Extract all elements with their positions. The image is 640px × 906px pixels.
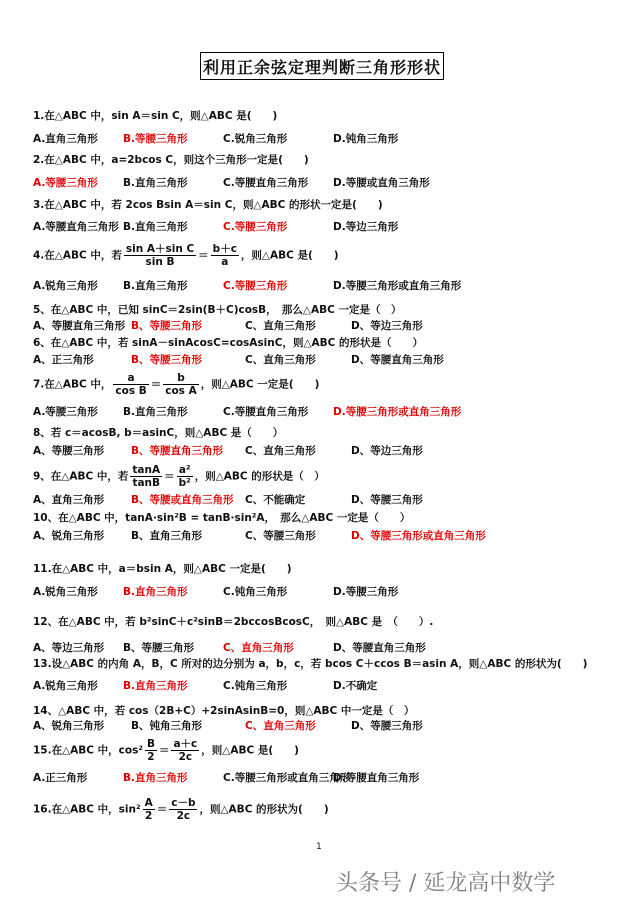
option-row — [33, 584, 593, 598]
fraction-denominator: cos A — [165, 385, 197, 398]
fraction — [143, 797, 155, 822]
option-row — [33, 175, 593, 189]
question-text: 4.在△ABC 中，若 — [33, 249, 122, 262]
option: D、等腰直角三角形 — [333, 642, 426, 654]
option: D、等腰三角形 — [351, 720, 423, 732]
option: B.直角三角形 — [123, 280, 188, 292]
fraction — [145, 738, 157, 763]
fraction-denominator: 2c — [176, 810, 191, 823]
option: C.钝角三角形 — [223, 680, 288, 692]
option: D、等边三角形 — [351, 320, 423, 332]
question-text: 7.在△ABC 中， — [33, 378, 112, 391]
fraction — [171, 738, 199, 763]
question-text: 8、若 c＝acosB, b＝asinC，则△ABC 是（ ） — [33, 427, 284, 439]
equals-sign: ＝ — [156, 803, 168, 816]
option: B.直角三角形 — [123, 177, 188, 189]
question-stem — [33, 703, 414, 718]
option-row — [33, 718, 593, 732]
option: A、等腰三角形 — [33, 445, 105, 457]
question-stem — [33, 738, 299, 763]
question-text: ，则△ABC 是( ) — [201, 744, 299, 757]
answer-option: B.直角三角形 — [123, 586, 188, 598]
answer-option: C.等腰三角形 — [223, 221, 288, 233]
question-stem — [33, 152, 309, 167]
question-text: 3.在△ABC 中，若 2cos Bsin A＝sin C，则△ABC 的形状一定是( ) — [33, 199, 383, 211]
option: D、等腰直角三角形 — [351, 354, 444, 366]
fraction-denominator: a — [221, 256, 229, 269]
question-text: 6、在△ABC 中，若 sinA－sinAcosC=cosAsinC，则△ABC 的形状是（ ） — [33, 337, 424, 349]
page-title: 利用正余弦定理判断三角形形状 — [200, 52, 444, 80]
fraction-numerator: A — [144, 797, 153, 809]
question-text: ，则△ABC 一定是( ) — [200, 378, 320, 391]
question-stem — [33, 243, 339, 268]
fraction-numerator: b＋c — [212, 243, 237, 255]
answer-option: B、等腰三角形 — [131, 354, 203, 366]
question-text: ，则△ABC 的形状为( ) — [199, 803, 329, 816]
fraction — [169, 797, 197, 822]
option: B.直角三角形 — [123, 221, 188, 233]
fraction-numerator: a² — [177, 464, 193, 477]
question-stem — [33, 372, 319, 397]
fraction — [211, 243, 239, 268]
option: A、等腰直角三角形 — [33, 320, 126, 332]
option: C、直角三角形 — [245, 320, 316, 332]
question-text: 12、在△ABC 中，若 b²sinC＋c²sinB＝2bccosBcosC， 则△ABC 是 （ ）. — [33, 616, 434, 628]
question-text: 10、在△ABC 中，tanA·sin²B = tanB·sin²A， 那么△ABC 一定是（ ） — [33, 512, 411, 524]
question-stem — [33, 510, 410, 525]
answer-option: D、等腰三角形或直角三角形 — [351, 530, 486, 542]
question-stem — [33, 614, 433, 629]
fraction-denominator: b² — [178, 477, 191, 490]
answer-option: B、等腰或直角三角形 — [131, 494, 234, 506]
option: C.等腰三角形或直角三角形 — [223, 772, 351, 784]
question-stem — [33, 425, 283, 440]
question-stem — [33, 302, 402, 317]
question-stem — [33, 335, 423, 350]
fraction-denominator: tanB — [132, 477, 161, 490]
fraction — [124, 243, 196, 268]
equals-sign: ＝ — [158, 744, 170, 757]
option-row — [33, 131, 593, 145]
question-text: 5、在△ABC 中，已知 sinC＝2sin(B＋C)cosB， 那么△ABC 一定是（ ） — [33, 304, 402, 316]
equals-sign: ＝ — [164, 470, 175, 483]
question-text: ，则△ABC 是( ) — [240, 249, 339, 262]
option: C.等腰直角三角形 — [223, 177, 309, 189]
option: A、锐角三角形 — [33, 530, 105, 542]
option-row — [33, 770, 593, 784]
option: D、等腰三角形 — [351, 494, 423, 506]
question-stem — [33, 797, 329, 822]
answer-option: B.等腰三角形 — [123, 133, 188, 145]
option: A.锐角三角形 — [33, 680, 98, 692]
answer-option: B.直角三角形 — [123, 772, 188, 784]
option: A、直角三角形 — [33, 494, 105, 506]
option-row — [33, 352, 593, 366]
fraction-numerator: tanA — [132, 464, 161, 476]
question-text: 9、在△ABC 中，若 — [33, 470, 129, 483]
option: A.等腰直角三角形 — [33, 221, 119, 233]
option: B.直角三角形 — [123, 406, 188, 418]
option: C、直角三角形 — [245, 354, 316, 366]
watermark: 头条号 / 延龙高中数学 — [336, 871, 556, 896]
question-text: ，则△ABC 的形状是（ ） — [194, 470, 325, 483]
option-row — [33, 318, 593, 332]
option-row — [33, 219, 593, 233]
option: C.锐角三角形 — [223, 133, 288, 145]
question-text: 1.在△ABC 中，sin A＝sin C，则△ABC 是( ) — [33, 110, 278, 122]
option: A、锐角三角形 — [33, 720, 105, 732]
fraction-numerator: a — [113, 372, 148, 385]
option: C.钝角三角形 — [223, 586, 288, 598]
question-stem — [33, 197, 383, 212]
question-text: 13.设△ABC 的内角 A，B，C 所对的边分别为 a，b，c，若 bcos C＋ccos B＝asin A，则△ABC 的形状为( ) — [33, 658, 588, 670]
option: B、直角三角形 — [131, 530, 203, 542]
answer-option: C.等腰三角形 — [223, 280, 288, 292]
fraction-denominator: cos B — [115, 385, 147, 398]
option-row — [33, 492, 593, 506]
option: A、等边三角形 — [33, 642, 105, 654]
answer-option: D.等腰三角形或直角三角形 — [333, 406, 462, 418]
option: D、等边三角形 — [351, 445, 423, 457]
question-text: 14、△ABC 中，若 cos（2B+C）+2sinAsinB=0，则△ABC 中一定是（ ） — [33, 705, 415, 717]
answer-option: B.直角三角形 — [123, 680, 188, 692]
option-row — [33, 404, 593, 418]
option: B、钝角三角形 — [131, 720, 203, 732]
option: D.等腰三角形 — [333, 586, 399, 598]
page-number: 1 — [316, 842, 322, 852]
option: D.不确定 — [333, 680, 378, 692]
fraction — [177, 464, 193, 489]
fraction-denominator: 2 — [147, 751, 155, 764]
option: A.等腰三角形 — [33, 406, 98, 418]
option: D.等腰直角三角形 — [333, 772, 420, 784]
answer-option: C、直角三角形 — [245, 720, 316, 732]
question-text: 11.在△ABC 中，a＝bsin A，则△ABC 一定是( ) — [33, 563, 292, 575]
option-row — [33, 640, 593, 654]
fraction-numerator: b — [163, 372, 198, 385]
fraction-denominator: 2c — [178, 751, 193, 764]
equals-sign: ＝ — [198, 249, 209, 262]
answer-option: B、等腰直角三角形 — [131, 445, 224, 457]
option-row — [33, 678, 593, 692]
option: B、等腰三角形 — [123, 642, 195, 654]
option: A.正三角形 — [33, 772, 88, 784]
option: A.锐角三角形 — [33, 280, 98, 292]
question-stem — [33, 464, 325, 489]
option: C、不能确定 — [245, 494, 306, 506]
option: C、直角三角形 — [245, 445, 316, 457]
fraction — [163, 372, 198, 397]
equals-sign: ＝ — [150, 378, 162, 391]
question-text: 15.在△ABC 中，cos² — [33, 744, 143, 757]
answer-option: C、直角三角形 — [223, 642, 294, 654]
fraction-numerator: sin A＋sin C — [125, 243, 195, 255]
question-stem — [33, 656, 587, 671]
option: D.等腰三角形或直角三角形 — [333, 280, 462, 292]
fraction-numerator: B — [146, 738, 155, 750]
fraction-denominator: sin B — [145, 256, 175, 269]
fraction — [130, 464, 162, 489]
fraction-numerator: c－b — [171, 797, 196, 809]
option-row — [33, 528, 593, 542]
fraction-numerator: a＋c — [173, 738, 198, 750]
option-row — [33, 443, 593, 457]
answer-option: B、等腰三角形 — [131, 320, 203, 332]
option: A、正三角形 — [33, 354, 94, 366]
option: D.等腰或直角三角形 — [333, 177, 430, 189]
option: D.等边三角形 — [333, 221, 399, 233]
option: C、等腰三角形 — [245, 530, 316, 542]
question-text: 16.在△ABC 中，sin² — [33, 803, 141, 816]
fraction — [113, 372, 148, 397]
question-stem — [33, 108, 277, 123]
question-text: 2.在△ABC 中，a=2bcos C，则这个三角形一定是( ) — [33, 154, 309, 166]
option: D.钝角三角形 — [333, 133, 399, 145]
option: A.直角三角形 — [33, 133, 98, 145]
option: A.锐角三角形 — [33, 586, 98, 598]
option-row — [33, 278, 593, 292]
option: C.等腰直角三角形 — [223, 406, 309, 418]
question-stem — [33, 561, 292, 576]
fraction-denominator: 2 — [145, 810, 153, 823]
answer-option: A.等腰三角形 — [33, 177, 98, 189]
